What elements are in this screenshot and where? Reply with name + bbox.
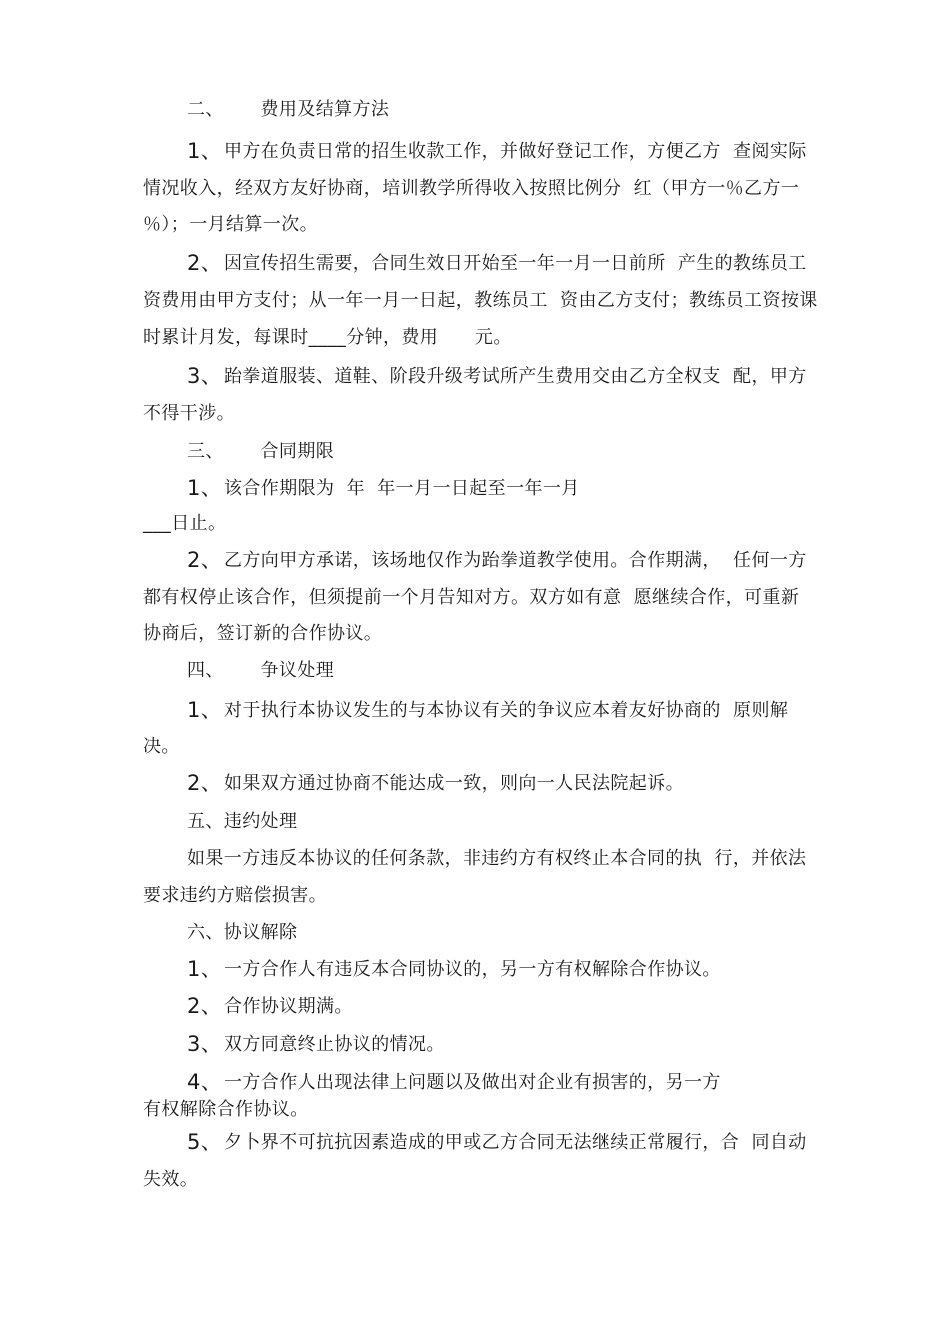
clause-number: 3、 bbox=[187, 1032, 223, 1056]
clause-number: 3、 bbox=[187, 364, 223, 388]
clause-number: 2、 bbox=[187, 251, 223, 275]
paragraph-line: 乙方向甲方承诺，该场地仅作为跆拳道教学使用。合作期满， 任何一方 bbox=[224, 550, 807, 571]
section-heading-termination: 六、协议解除 bbox=[187, 922, 298, 943]
paragraph-line: 失效。 bbox=[143, 1169, 199, 1190]
paragraph-line: 夕卜界不可抗抗因素造成的甲或乙方合同无法继续正常履行，合 同自动 bbox=[224, 1132, 807, 1153]
paragraph-line: 双方同意终止协议的情况。 bbox=[224, 1034, 445, 1055]
paragraph-line: 都有权停止该合作，但须提前一个月告知对方。双方如有意 愿继续合作，可重新 bbox=[143, 587, 800, 608]
section-heading-term: 三、 合同期限 bbox=[187, 441, 335, 462]
paragraph-line: 情况收入，经双方友好协商，培训教学所得收入按照比例分 红（甲方一％乙方一 bbox=[143, 178, 800, 199]
paragraph-line: 一方合作人有违反本合同协议的，另一方有权解除合作协议。 bbox=[224, 959, 721, 980]
paragraph-line: 如果一方违反本协议的任何条款，非违约方有权终止本合同的执 行，并依法 bbox=[187, 848, 807, 869]
clause-number: 2、 bbox=[187, 548, 223, 572]
clause-number: 5、 bbox=[187, 1130, 223, 1154]
clause-number: 4、 bbox=[187, 1070, 223, 1094]
paragraph-line: 对于执行本协议发生的与本协议有关的争议应本着友好协商的 原则解 bbox=[224, 700, 789, 721]
clause-number: 1、 bbox=[187, 139, 223, 163]
paragraph-line: 合作协议期满。 bbox=[224, 996, 353, 1017]
paragraph-line: 甲方在负责日常的招生收款工作，并做好登记工作，方便乙方 查阅实际 bbox=[224, 141, 807, 162]
section-heading-disputes: 四、 争议处理 bbox=[187, 660, 335, 681]
paragraph-line: ％）；一月结算一次。 bbox=[143, 214, 318, 235]
paragraph-line: 跆拳道服装、道鞋、阶段升级考试所产生费用交由乙方全权支 配，甲方 bbox=[224, 366, 807, 387]
clause-number: 1、 bbox=[187, 698, 223, 722]
paragraph-line: 该合作期限为 年 年一月一日起至一年一月 bbox=[224, 478, 580, 499]
paragraph-line: 决。 bbox=[143, 736, 180, 757]
paragraph-line: 时累计月发，每课时____分钟，费用 元。 bbox=[143, 327, 512, 348]
paragraph-line: 要求违约方赔偿损害。 bbox=[143, 885, 327, 906]
paragraph-line: 不得干涉。 bbox=[143, 403, 235, 424]
clause-number: 2、 bbox=[187, 994, 223, 1018]
paragraph-line: 如果双方通过协商不能达成一致，则向一人民法院起诉。 bbox=[224, 773, 684, 794]
clause-number: 2、 bbox=[187, 771, 223, 795]
section-heading-fees: 二、 费用及结算方法 bbox=[187, 99, 390, 120]
clause-number: 1、 bbox=[187, 957, 223, 981]
paragraph-line: 资费用由甲方支付；从一年一月一日起，教练员工 资由乙方支付；教练员工资按课 bbox=[143, 290, 818, 311]
paragraph-line: 协商后，签订新的合作协议。 bbox=[143, 623, 383, 644]
paragraph-line: ___日止。 bbox=[143, 513, 227, 534]
paragraph-line: 一方合作人出现法律上问题以及做出对企业有损害的，另一方 bbox=[224, 1072, 721, 1093]
paragraph-line: 有权解除合作协议。 bbox=[143, 1099, 309, 1120]
paragraph-line: 因宣传招生需要，合同生效日开始至一年一月一日前所 产生的教练员工 bbox=[224, 253, 807, 274]
clause-number: 1、 bbox=[187, 476, 223, 500]
section-heading-breach: 五、违约处理 bbox=[187, 811, 298, 832]
